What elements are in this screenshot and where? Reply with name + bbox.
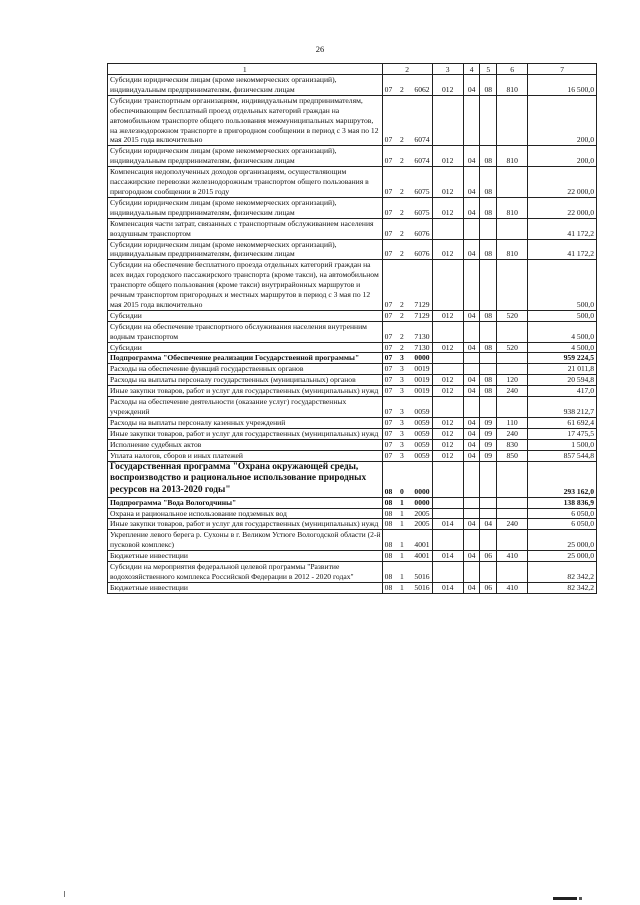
table-row — [108, 375, 597, 386]
code-section: 07 — [382, 397, 397, 418]
code-section: 07 — [382, 310, 397, 321]
table-row — [108, 353, 597, 364]
code-division: 04 — [463, 582, 480, 593]
code-subdivision — [480, 260, 497, 311]
table-row — [108, 461, 597, 497]
code-department: 012 — [432, 417, 463, 428]
amount: 82 342,2 — [528, 582, 597, 593]
code-division — [463, 218, 480, 239]
table-row — [108, 260, 597, 311]
amount: 4 500,0 — [528, 321, 597, 342]
code-department: 012 — [432, 197, 463, 218]
code-division — [463, 562, 480, 583]
table-row — [108, 439, 597, 450]
code-section: 08 — [382, 551, 397, 562]
code-item: 0000 — [407, 461, 432, 497]
code-department: 012 — [432, 386, 463, 397]
code-division: 04 — [463, 146, 480, 167]
row-name: Субсидии на обеспечение бесплатного проезда отдельных категорий граждан на всех видах городского пассажирского транспорта (кроме такси), на автомобильном транспорте общего пользования (кроме такси) внутрирайонных маршрутов и речным транспортом пригородных и местных маршрутов в период с 3 мая по 12 мая 2015 года включительно — [108, 260, 383, 311]
code-division: 04 — [463, 310, 480, 321]
code-department: 012 — [432, 167, 463, 198]
code-section: 08 — [382, 562, 397, 583]
code-division: 04 — [463, 167, 480, 198]
code-division: 04 — [463, 439, 480, 450]
code-subdivision — [480, 95, 497, 146]
code-division — [463, 260, 480, 311]
code-division: 04 — [463, 239, 480, 260]
row-name: Охрана и рациональное использование подземных вод — [108, 508, 383, 519]
amount: 959 224,5 — [528, 353, 597, 364]
code-subdivision — [480, 562, 497, 583]
amount: 200,0 — [528, 146, 597, 167]
code-subsection: 2 — [397, 146, 407, 167]
amount: 500,0 — [528, 310, 597, 321]
code-expense-type — [497, 397, 528, 418]
row-name: Субсидии юридическим лицам (кроме некоммерческих организаций), индивидуальным предпринимателям, физическим лицам — [108, 146, 383, 167]
header-col-4: 4 — [463, 64, 480, 75]
table-row — [108, 239, 597, 260]
code-subdivision — [480, 218, 497, 239]
amount: 61 692,4 — [528, 417, 597, 428]
amount: 293 162,0 — [528, 461, 597, 497]
row-name: Расходы на выплаты персоналу государственных (муниципальных) органов — [108, 375, 383, 386]
code-expense-type — [497, 353, 528, 364]
code-expense-type: 810 — [497, 197, 528, 218]
code-subsection: 1 — [397, 497, 407, 508]
code-division: 04 — [463, 75, 480, 96]
code-subsection: 0 — [397, 461, 407, 497]
code-expense-type — [497, 364, 528, 375]
code-subdivision: 08 — [480, 310, 497, 321]
table-row — [108, 428, 597, 439]
code-subsection: 2 — [397, 342, 407, 353]
row-name: Субсидии — [108, 342, 383, 353]
code-subdivision: 09 — [480, 439, 497, 450]
code-department: 012 — [432, 375, 463, 386]
row-name: Расходы на обеспечение функций государственных органов — [108, 364, 383, 375]
code-subdivision: 08 — [480, 75, 497, 96]
code-subdivision: 09 — [480, 428, 497, 439]
table-row — [108, 95, 597, 146]
code-subsection: 1 — [397, 508, 407, 519]
amount: 138 836,9 — [528, 497, 597, 508]
code-item: 7130 — [407, 342, 432, 353]
code-department — [432, 562, 463, 583]
code-subsection: 3 — [397, 397, 407, 418]
table-row — [108, 497, 597, 508]
code-section: 07 — [382, 75, 397, 96]
code-subsection: 2 — [397, 167, 407, 198]
code-department: 012 — [432, 450, 463, 461]
code-department: 012 — [432, 75, 463, 96]
code-item: 0059 — [407, 428, 432, 439]
code-item: 2005 — [407, 519, 432, 530]
code-expense-type — [497, 530, 528, 551]
code-expense-type: 810 — [497, 75, 528, 96]
code-division: 04 — [463, 428, 480, 439]
row-name: Исполнение судебных актов — [108, 439, 383, 450]
row-name: Компенсация части затрат, связанных с транспортным обслуживанием населения воздушным транспортом — [108, 218, 383, 239]
code-item: 6076 — [407, 239, 432, 260]
code-department: 012 — [432, 428, 463, 439]
code-subdivision: 08 — [480, 146, 497, 167]
code-subdivision: 06 — [480, 551, 497, 562]
code-division — [463, 497, 480, 508]
code-expense-type: 110 — [497, 417, 528, 428]
code-section: 07 — [382, 146, 397, 167]
row-name: Иные закупки товаров, работ и услуг для государственных (муниципальных) нужд — [108, 519, 383, 530]
code-division — [463, 461, 480, 497]
amount: 22 000,0 — [528, 197, 597, 218]
code-section: 08 — [382, 519, 397, 530]
row-name: Иные закупки товаров, работ и услуг для государственных (муниципальных) нужд — [108, 428, 383, 439]
code-item: 5016 — [407, 582, 432, 593]
code-item: 6074 — [407, 146, 432, 167]
code-section: 07 — [382, 386, 397, 397]
code-section: 07 — [382, 95, 397, 146]
row-name: Уплата налогов, сборов и иных платежей — [108, 450, 383, 461]
code-division — [463, 321, 480, 342]
code-subsection: 3 — [397, 428, 407, 439]
table-row — [108, 417, 597, 428]
amount: 1 500,0 — [528, 439, 597, 450]
code-department — [432, 353, 463, 364]
table-row — [108, 167, 597, 198]
code-item: 7129 — [407, 310, 432, 321]
scan-mark — [579, 897, 582, 900]
code-department: 014 — [432, 519, 463, 530]
code-expense-type — [497, 218, 528, 239]
table-row — [108, 310, 597, 321]
code-expense-type — [497, 461, 528, 497]
code-section: 08 — [382, 530, 397, 551]
amount: 21 011,8 — [528, 364, 597, 375]
code-expense-type: 520 — [497, 342, 528, 353]
code-subdivision: 08 — [480, 239, 497, 260]
code-department: 012 — [432, 439, 463, 450]
code-department — [432, 218, 463, 239]
header-col-6: 6 — [497, 64, 528, 75]
code-expense-type: 810 — [497, 239, 528, 260]
code-subdivision: 04 — [480, 519, 497, 530]
row-name: Подпрограмма "Вода Вологодчины" — [108, 497, 383, 508]
code-subdivision — [480, 321, 497, 342]
code-subsection: 2 — [397, 239, 407, 260]
amount: 417,0 — [528, 386, 597, 397]
code-section: 07 — [382, 439, 397, 450]
code-section: 07 — [382, 218, 397, 239]
code-division — [463, 397, 480, 418]
code-expense-type: 520 — [497, 310, 528, 321]
code-expense-type — [497, 95, 528, 146]
code-department — [432, 508, 463, 519]
row-name: Субсидии транспортным организациям, индивидуальным предпринимателям, обеспечивающим бесплатный проезд отдельных категорий граждан на автомобильном транспорте общего пользования межмуниципальных маршрутов, на железнодорожном транспорте в пригородном сообщении в период с 3 мая по 12 мая 2015 года включительно — [108, 95, 383, 146]
code-subdivision: 06 — [480, 582, 497, 593]
code-division — [463, 508, 480, 519]
code-section: 08 — [382, 461, 397, 497]
scan-mark — [64, 891, 65, 897]
scan-mark — [553, 897, 577, 900]
code-division: 04 — [463, 386, 480, 397]
code-section: 07 — [382, 364, 397, 375]
code-item: 7129 — [407, 260, 432, 311]
code-subsection: 3 — [397, 417, 407, 428]
code-section: 07 — [382, 353, 397, 364]
code-subsection: 2 — [397, 260, 407, 311]
code-item: 6075 — [407, 197, 432, 218]
header-row — [108, 64, 597, 75]
row-name: Бюджетные инвестиции — [108, 582, 383, 593]
code-subsection: 3 — [397, 450, 407, 461]
code-section: 08 — [382, 497, 397, 508]
code-subdivision — [480, 497, 497, 508]
code-division — [463, 364, 480, 375]
code-expense-type — [497, 508, 528, 519]
code-department — [432, 321, 463, 342]
code-subsection: 3 — [397, 375, 407, 386]
header-col-7: 7 — [528, 64, 597, 75]
row-name: Бюджетные инвестиции — [108, 551, 383, 562]
code-subdivision: 09 — [480, 450, 497, 461]
code-subdivision: 08 — [480, 375, 497, 386]
code-item: 6076 — [407, 218, 432, 239]
row-name: Подпрограмма "Обеспечение реализации Государственной программы" — [108, 353, 383, 364]
code-division: 04 — [463, 342, 480, 353]
table-row — [108, 218, 597, 239]
code-expense-type: 120 — [497, 375, 528, 386]
row-name: Субсидии юридическим лицам (кроме некоммерческих организаций), индивидуальным предпринимателям, физическим лицам — [108, 197, 383, 218]
row-name: Расходы на обеспечение деятельности (оказание услуг) государственных учреждений — [108, 397, 383, 418]
code-subsection: 2 — [397, 321, 407, 342]
code-item: 2005 — [407, 508, 432, 519]
amount: 17 475,5 — [528, 428, 597, 439]
code-expense-type — [497, 260, 528, 311]
code-section: 07 — [382, 260, 397, 311]
code-subdivision: 09 — [480, 417, 497, 428]
code-subdivision — [480, 508, 497, 519]
code-section: 08 — [382, 508, 397, 519]
header-col-5: 5 — [480, 64, 497, 75]
code-section: 07 — [382, 321, 397, 342]
code-item: 0059 — [407, 397, 432, 418]
code-subsection: 1 — [397, 530, 407, 551]
table-row — [108, 519, 597, 530]
code-section: 07 — [382, 417, 397, 428]
code-subdivision: 08 — [480, 342, 497, 353]
code-item: 0019 — [407, 386, 432, 397]
code-division: 04 — [463, 551, 480, 562]
code-item: 4001 — [407, 530, 432, 551]
code-division — [463, 353, 480, 364]
code-division — [463, 95, 480, 146]
amount: 22 000,0 — [528, 167, 597, 198]
code-subsection: 1 — [397, 582, 407, 593]
code-department: 014 — [432, 582, 463, 593]
code-department — [432, 260, 463, 311]
code-subsection: 3 — [397, 439, 407, 450]
code-item: 6075 — [407, 167, 432, 198]
code-section: 07 — [382, 197, 397, 218]
code-subsection: 2 — [397, 75, 407, 96]
code-division: 04 — [463, 197, 480, 218]
code-item: 5016 — [407, 562, 432, 583]
code-section: 07 — [382, 239, 397, 260]
amount: 20 594,8 — [528, 375, 597, 386]
table-row — [108, 342, 597, 353]
code-subsection: 1 — [397, 519, 407, 530]
code-item: 0019 — [407, 375, 432, 386]
code-department — [432, 364, 463, 375]
code-expense-type: 240 — [497, 428, 528, 439]
code-expense-type: 410 — [497, 551, 528, 562]
code-item: 6062 — [407, 75, 432, 96]
code-division: 04 — [463, 375, 480, 386]
code-subsection: 2 — [397, 218, 407, 239]
code-section: 07 — [382, 428, 397, 439]
code-expense-type — [497, 497, 528, 508]
amount: 16 500,0 — [528, 75, 597, 96]
code-subdivision — [480, 364, 497, 375]
table-row — [108, 530, 597, 551]
code-subsection: 3 — [397, 353, 407, 364]
code-expense-type: 240 — [497, 519, 528, 530]
code-item: 0059 — [407, 439, 432, 450]
code-department — [432, 95, 463, 146]
amount: 82 342,2 — [528, 562, 597, 583]
code-department — [432, 497, 463, 508]
table-row — [108, 197, 597, 218]
row-name: Иные закупки товаров, работ и услуг для государственных (муниципальных) нужд — [108, 386, 383, 397]
code-item: 7130 — [407, 321, 432, 342]
row-name: Субсидии юридическим лицам (кроме некоммерческих организаций), индивидуальным предпринимателям, физическим лицам — [108, 75, 383, 96]
code-subsection: 3 — [397, 386, 407, 397]
code-department — [432, 461, 463, 497]
amount: 6 050,0 — [528, 508, 597, 519]
table-row — [108, 397, 597, 418]
code-division: 04 — [463, 450, 480, 461]
code-subdivision: 08 — [480, 167, 497, 198]
amount: 500,0 — [528, 260, 597, 311]
code-subsection: 3 — [397, 364, 407, 375]
code-subsection: 2 — [397, 95, 407, 146]
code-section: 07 — [382, 342, 397, 353]
table-row — [108, 386, 597, 397]
code-subsection: 1 — [397, 551, 407, 562]
code-expense-type — [497, 562, 528, 583]
code-division: 04 — [463, 519, 480, 530]
table-row — [108, 582, 597, 593]
code-subsection: 1 — [397, 562, 407, 583]
code-expense-type: 830 — [497, 439, 528, 450]
table-row — [108, 562, 597, 583]
code-department — [432, 397, 463, 418]
amount: 4 500,0 — [528, 342, 597, 353]
row-name: Компенсация недополученных доходов организациям, осуществляющим пассажирские перевозки железнодорожным транспортом общего пользования в пригородном сообщении в 2015 году — [108, 167, 383, 198]
table-row — [108, 551, 597, 562]
table-row — [108, 321, 597, 342]
row-name: Субсидии юридическим лицам (кроме некоммерческих организаций), индивидуальным предпринимателям, физическим лицам — [108, 239, 383, 260]
code-item: 0000 — [407, 353, 432, 364]
code-subsection: 2 — [397, 197, 407, 218]
code-item: 0000 — [407, 497, 432, 508]
code-item: 0059 — [407, 417, 432, 428]
code-division — [463, 530, 480, 551]
table-row — [108, 450, 597, 461]
code-subsection: 2 — [397, 310, 407, 321]
code-department: 014 — [432, 551, 463, 562]
code-section: 08 — [382, 582, 397, 593]
code-item: 4001 — [407, 551, 432, 562]
code-expense-type — [497, 321, 528, 342]
amount: 41 172,2 — [528, 218, 597, 239]
code-department: 012 — [432, 342, 463, 353]
table-row — [108, 364, 597, 375]
amount: 41 172,2 — [528, 239, 597, 260]
code-subdivision: 08 — [480, 386, 497, 397]
code-subdivision — [480, 397, 497, 418]
header-col-3: 3 — [432, 64, 463, 75]
code-subdivision — [480, 530, 497, 551]
code-subdivision — [480, 353, 497, 364]
code-department: 012 — [432, 146, 463, 167]
amount: 25 000,0 — [528, 530, 597, 551]
code-section: 07 — [382, 167, 397, 198]
code-expense-type — [497, 167, 528, 198]
code-department: 012 — [432, 239, 463, 260]
amount: 200,0 — [528, 95, 597, 146]
code-item: 6074 — [407, 95, 432, 146]
table-row — [108, 146, 597, 167]
code-subdivision — [480, 461, 497, 497]
code-expense-type: 240 — [497, 386, 528, 397]
row-name: Расходы на выплаты персоналу казенных учреждений — [108, 417, 383, 428]
code-expense-type: 410 — [497, 582, 528, 593]
code-department — [432, 530, 463, 551]
amount: 938 212,7 — [528, 397, 597, 418]
header-col-2: 2 — [382, 64, 432, 75]
row-name: Субсидии — [108, 310, 383, 321]
row-name: Государственная программа "Охрана окружающей среды, воспроизводство и рациональное использование природных ресурсов на 2013-2020 годы" — [108, 461, 383, 497]
code-item: 0019 — [407, 364, 432, 375]
code-section: 07 — [382, 375, 397, 386]
amount: 857 544,8 — [528, 450, 597, 461]
code-item: 0059 — [407, 450, 432, 461]
header-col-1: 1 — [108, 64, 383, 75]
row-name: Субсидии на обеспечение транспортного обслуживания населения внутренним водным транспортом — [108, 321, 383, 342]
code-expense-type: 810 — [497, 146, 528, 167]
budget-table — [107, 63, 597, 594]
code-division: 04 — [463, 417, 480, 428]
table-body — [108, 75, 597, 594]
code-subdivision: 08 — [480, 197, 497, 218]
amount: 6 050,0 — [528, 519, 597, 530]
row-name: Субсидии на мероприятия федеральной целевой программы "Развитие водохозяйственного комплекса Российской Федерации в 2012 - 2020 годах" — [108, 562, 383, 583]
code-department: 012 — [432, 310, 463, 321]
amount: 25 000,0 — [528, 551, 597, 562]
table-row — [108, 75, 597, 96]
code-section: 07 — [382, 450, 397, 461]
code-expense-type: 850 — [497, 450, 528, 461]
row-name: Укрепление левого берега р. Сухоны в г. Великом Устюге Вологодской области (2-й пусковой комплекс) — [108, 530, 383, 551]
page-number: 26 — [315, 44, 325, 54]
table-row — [108, 508, 597, 519]
